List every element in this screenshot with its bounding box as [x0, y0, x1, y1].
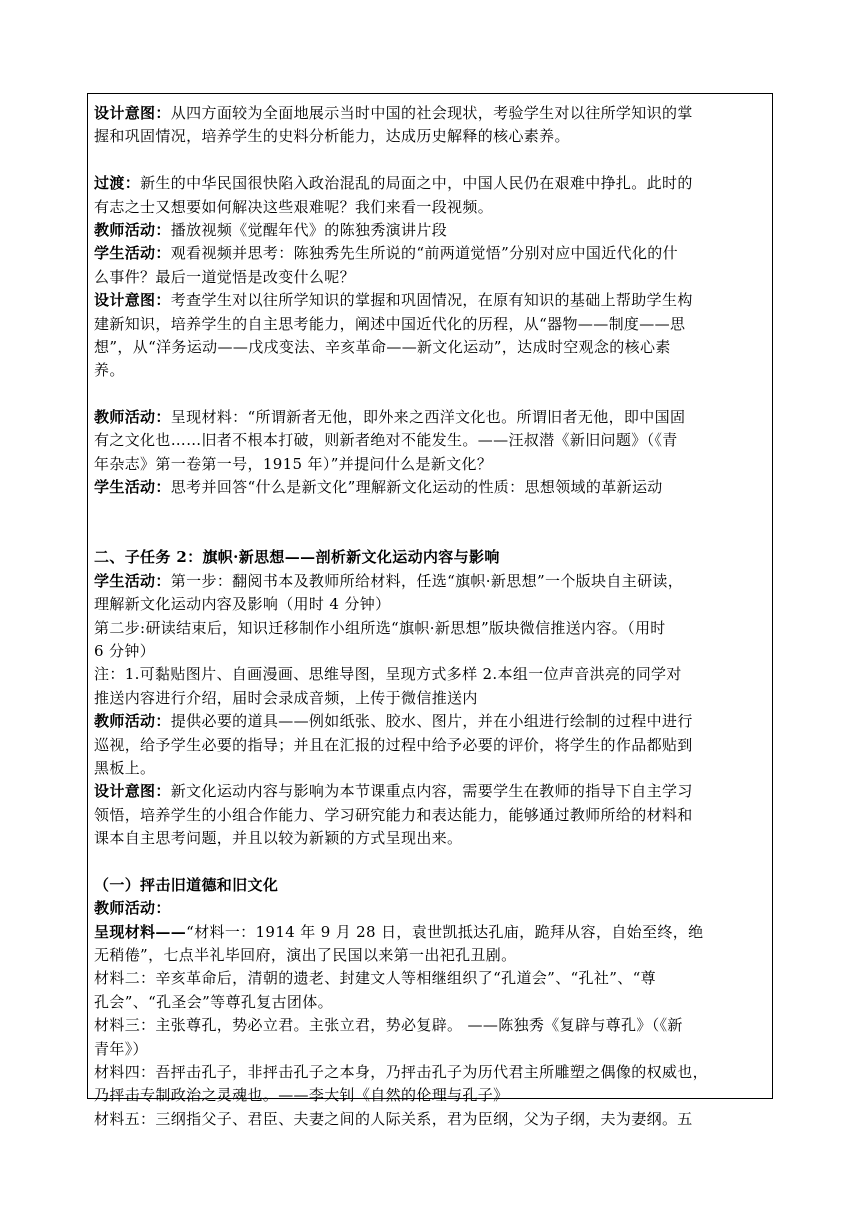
text-line: 推送内容进行介绍，届时会录成音频，上传于微信推送内 — [94, 688, 478, 707]
labeled-line — [94, 897, 768, 920]
labeled-line — [94, 710, 768, 733]
line-label: 教师活动： — [94, 220, 171, 239]
text-line: 理解新文化运动内容及影响（用时 4 分钟） — [94, 595, 391, 614]
labeled-line — [94, 570, 768, 593]
labeled-line — [94, 780, 768, 803]
line-text: 观看视频并思考：陈独秀先生所说的“前两道觉悟”分别对应中国近代化的什 — [170, 244, 679, 263]
text-line: 有之文化也……旧者不根本打破，则新者绝对不能发生。——汪叔潜《新旧问题》（《青 — [94, 431, 678, 450]
blank-line — [94, 523, 768, 546]
labeled-line — [94, 102, 768, 125]
text-line: 建新知识，培养学生的自主思考能力，阐述中国近代化的历程，从“器物——制度——思 — [94, 314, 686, 333]
labeled-line — [94, 219, 768, 242]
labeled-line — [94, 172, 768, 195]
line-text: 从四方面较为全面地展示当时中国的社会现状，考验学生对以往所学知识的掌 — [170, 104, 693, 122]
text-line: 注：1.可黏贴图片、自画漫画、思维导图，呈现方式多样 2.本组一位声音洪亮的同学对 — [94, 665, 682, 684]
text-line: 想”，从“洋务运动——戊戌变法、辛亥革命——新文化运动”，达成时空观念的核心素 — [94, 337, 671, 356]
text-line: 材料二：辛亥革命后，清朝的遗老、封建文人等相继组织了“孔道会”、“孔社”、“尊 — [94, 969, 656, 988]
line-text: 考查学生对以往所学知识的掌握和巩固情况，在原有知识的基础上帮助学生构 — [170, 291, 693, 310]
line-text: 播放视频《觉醒年代》的陈独秀演讲片段 — [170, 220, 448, 239]
line-text: 第一步：翻阅书本及教师所给材料，任选“旗帜·新思想”一个版块自主研读， — [170, 571, 684, 590]
section-heading: 二、子任务 2：旗帜·新思想——剖析新文化运动内容与影响 — [94, 548, 500, 567]
labeled-line — [94, 476, 768, 499]
line-text: 新生的中华民国很快陷入政治混乱的局面之中，中国人民仍在艰难中挣扎。此时的 — [140, 174, 693, 193]
labeled-line — [94, 242, 768, 265]
text-line: 乃抨击专制政治之灵魂也。——李大钊《自然的伦理与孔子》 — [94, 1086, 509, 1105]
text-line: 材料四：吾抨击孔子，非抨击孔子之本身，乃抨击孔子为历代君主所雕塑之偶像的权威也， — [94, 1063, 709, 1082]
text-line: 材料五：三纲指父子、君臣、夫妻之间的人际关系，君为臣纲，父为子纲，夫为妻纲。五 — [94, 1109, 693, 1128]
text-line: 有志之士又想要如何解决这些艰难呢？我们来看一段视频。 — [94, 197, 494, 216]
text-line: 养。 — [94, 361, 125, 380]
blank-line — [94, 851, 768, 874]
blank-line — [94, 383, 768, 406]
text-line: 课本自主思考问题，并且以较为新颖的方式呈现出来。 — [94, 829, 463, 848]
line-text: “材料一：1914 年 9 月 28 日，袁世凯抵达孔庙，跪拜从容，自始至终，绝 — [186, 922, 704, 941]
line-label: 教师活动： — [94, 408, 171, 427]
labeled-line — [94, 921, 768, 944]
lesson-text — [94, 102, 768, 1131]
line-label: 设计意图： — [94, 104, 171, 122]
line-text: 提供必要的道具——例如纸张、胶水、图片，并在小组进行绘制的过程中进行 — [170, 712, 693, 731]
text-line: 黑板上。 — [94, 758, 156, 777]
line-label: 设计意图： — [94, 782, 171, 801]
line-text: 思考并回答“什么是新文化”理解新文化运动的性质：思想领域的革新运动 — [170, 478, 663, 497]
text-line: 青年》） — [94, 1039, 148, 1058]
line-label: 教师活动： — [94, 899, 171, 918]
text-line: 第二步:研读结束后，知识迁移制作小组所选“旗帜·新思想”版块微信推送内容。（用时 — [94, 618, 666, 637]
text-line: 巡视，给予学生必要的指导；并且在汇报的过程中给予必要的评价，将学生的作品都贴到 — [94, 735, 693, 754]
line-text: 呈现材料：“所谓新者无他，即外来之西洋文化也。所谓旧者无他，即中国固 — [170, 408, 686, 427]
line-label: 学生活动： — [94, 244, 171, 263]
text-line: 材料三：主张尊孔，势必立君。主张立君，势必复辟。 ——陈独秀《复辟与尊孔》（《新 — [94, 1016, 683, 1035]
line-text: 新文化运动内容与影响为本节课重点内容，需要学生在教师的指导下自主学习 — [170, 782, 693, 801]
lesson-table-cell — [87, 93, 773, 1128]
line-label: 教师活动： — [94, 712, 171, 731]
line-label: 呈现材料—— — [94, 922, 187, 941]
text-line: 么事件？最后一道觉悟是改变什么呢？ — [94, 267, 355, 286]
text-line: 握和巩固情况，培养学生的史料分析能力，达成历史解释的核心素养。 — [94, 127, 570, 146]
text-line: 领悟，培养学生的小组合作能力、学习研究能力和表达能力，能够通过教师所给的材料和 — [94, 805, 693, 824]
blank-line — [94, 149, 768, 172]
line-label: 过渡： — [94, 174, 141, 193]
text-line: 无稍倦”，七点半礼毕回府，演出了民国以来第一出祀孔丑剧。 — [94, 946, 517, 965]
text-line: 孔会”、“孔圣会”等尊孔复古团体。 — [94, 992, 333, 1011]
text-line: 年杂志》第一卷第一号，1915 年）”并提问什么是新文化？ — [94, 454, 493, 473]
labeled-line — [94, 289, 768, 312]
labeled-line — [94, 406, 768, 429]
blank-line — [94, 500, 768, 523]
line-label: 学生活动： — [94, 478, 171, 497]
section-heading: （一）抨击旧道德和旧文化 — [94, 875, 279, 894]
line-label: 学生活动： — [94, 571, 171, 590]
text-line: 6 分钟） — [94, 641, 156, 660]
line-label: 设计意图： — [94, 291, 171, 310]
